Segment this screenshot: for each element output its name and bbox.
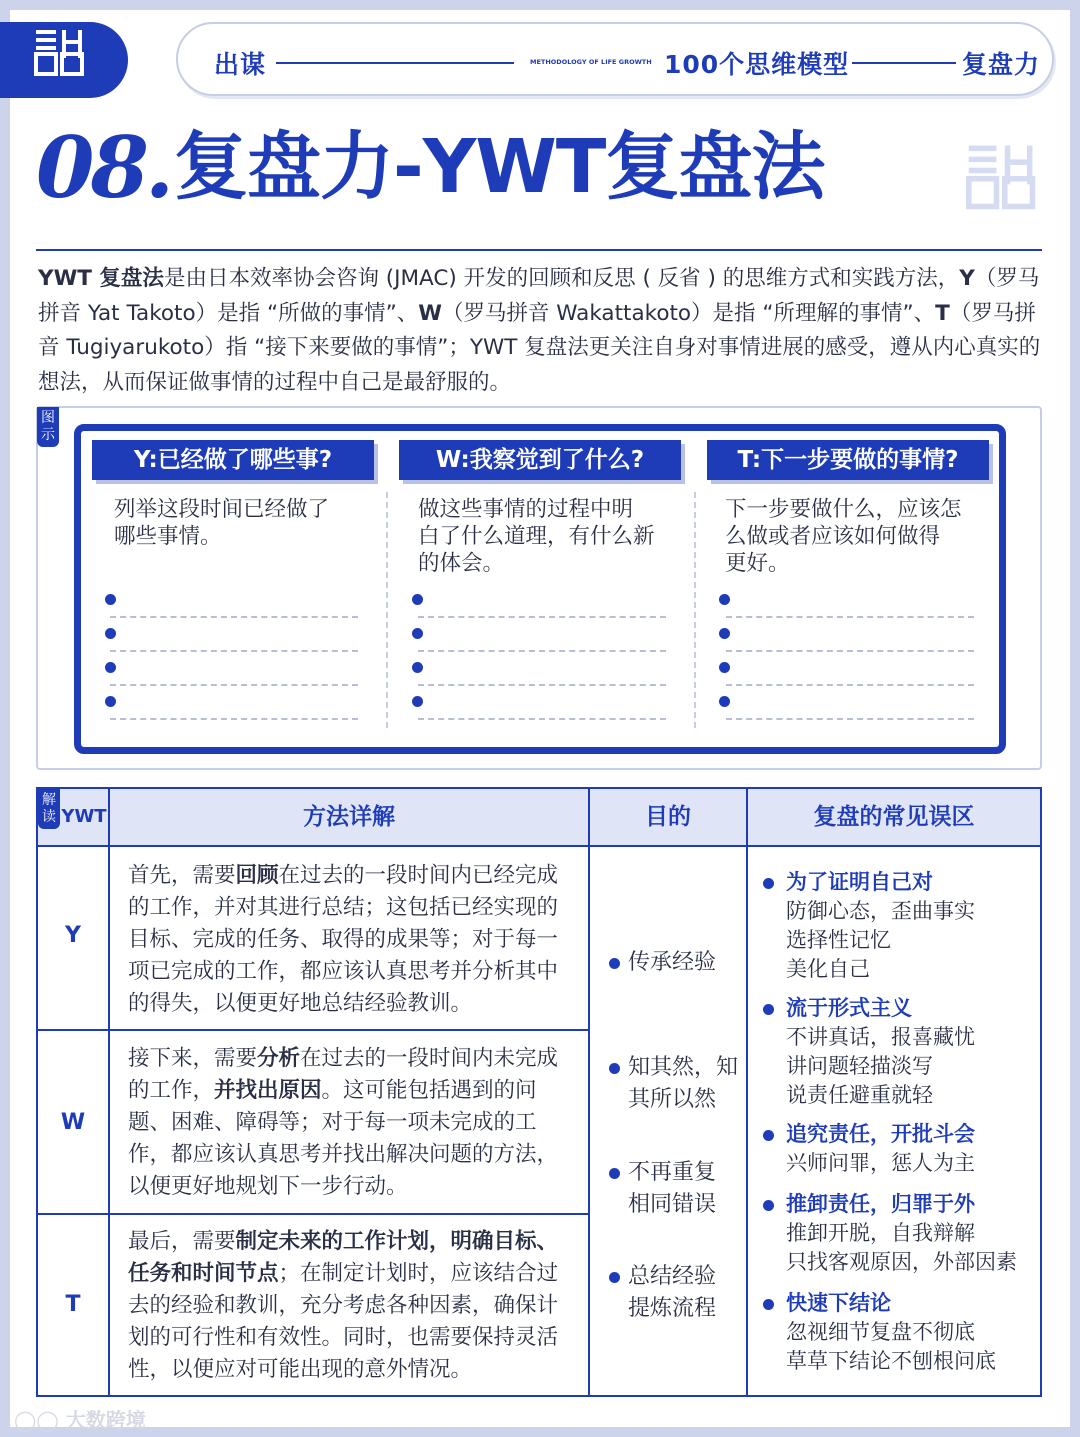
title-rule <box>36 249 1042 251</box>
writing-line <box>110 718 358 720</box>
purpose-bullet <box>609 1272 620 1283</box>
intro-text: （罗马拼音 Tugiyarukoto）指 “接下来要做的事情”；YWT 复盘法更关注自身对事情进展的感受，遵从内心真实的想法，从而保证做事情的过程中自己是最舒服的。 <box>38 300 1041 395</box>
intro-letter-y: Y <box>959 266 975 291</box>
mistake-bullet <box>763 1130 774 1141</box>
intro-term: YWT 复盘法 <box>38 266 164 291</box>
brand-mark-icon <box>34 26 86 78</box>
purpose-bullet <box>609 1168 620 1179</box>
footer-watermark <box>14 1404 146 1433</box>
bullet-dot <box>719 696 730 707</box>
figure-tag: 图示 <box>37 407 59 447</box>
column-desc-t <box>725 496 975 577</box>
table-tag: 解读 <box>38 789 60 829</box>
header-series-title: 100个思维模型 <box>664 50 850 79</box>
writing-line <box>726 616 974 618</box>
header-method: 方法详解 <box>303 804 395 830</box>
mistake-group <box>786 1190 1038 1277</box>
intro-letter-t: T <box>935 300 950 326</box>
purpose-bullet <box>609 958 620 969</box>
mistake-title: 快速下结论 <box>786 1291 891 1315</box>
mistake-item: 推卸开脱，自我辩解 <box>786 1221 975 1245</box>
bullet-dot <box>105 628 116 639</box>
bullet-dot <box>412 594 423 605</box>
writing-line <box>110 684 358 686</box>
column-separator <box>386 492 388 728</box>
writing-line <box>726 684 974 686</box>
column-heading-t: T:下一步要做的事情? <box>707 440 989 480</box>
mistake-item: 说责任避重就轻 <box>786 1083 933 1107</box>
bullet-dot <box>105 696 116 707</box>
mistake-item: 选择性记忆 <box>786 928 891 952</box>
method-keyword: 分析 <box>257 1046 301 1071</box>
watermark-logo-icon <box>966 140 1038 212</box>
mistake-group <box>786 1120 1036 1178</box>
title-number: 08. <box>36 118 171 217</box>
purpose-line: 知其然，知 <box>628 1055 739 1080</box>
mistake-item: 讲问题轻描淡写 <box>786 1054 933 1078</box>
method-keyword: 并找出原因 <box>214 1078 322 1103</box>
purpose-line: 不再重复 <box>628 1160 717 1185</box>
writing-line <box>110 616 358 618</box>
mistake-group <box>786 868 1036 984</box>
row-label-y: Y <box>65 923 81 948</box>
header-divider <box>276 62 514 64</box>
method-keyword: 回顾 <box>235 863 279 888</box>
column-heading-y: Y:已经做了哪些事? <box>92 440 374 480</box>
mistake-item: 忽视细节复盘不彻底 <box>786 1320 975 1344</box>
bullet-dot <box>412 662 423 673</box>
column-desc-y <box>114 496 364 550</box>
mistake-item: 美化自己 <box>786 957 870 981</box>
writing-line <box>726 650 974 652</box>
watermark-icon: ◯◯ <box>14 1408 66 1432</box>
header-topic: 复盘力 <box>962 50 1041 79</box>
desc-line: 白了什么道理，有什么新 <box>418 524 655 549</box>
column-separator <box>694 492 696 728</box>
method-text: 接下来，需要 <box>128 1046 258 1071</box>
column-heading-w: W:我察觉到了什么? <box>399 440 681 480</box>
intro-letter-w: W <box>418 300 442 326</box>
table-rule <box>746 789 748 1395</box>
bullet-dot <box>105 662 116 673</box>
method-text: 。这可能包括遇到的问题、困难、障碍等；对于每一项未完成的工作，都应该认真思考并找出解决问题的方法，以便更好地规划下一步行动。 <box>128 1078 559 1199</box>
purpose-line: 总结经验 <box>628 1264 717 1289</box>
header-category: 出谋 <box>214 50 267 79</box>
mistake-item: 草草下结论不刨根问底 <box>786 1349 996 1373</box>
header-ywt: YWT <box>61 806 107 827</box>
desc-line: 的体会。 <box>418 551 505 576</box>
method-text-w <box>128 1043 576 1203</box>
purpose-bullet <box>609 1063 620 1074</box>
desc-line: 做这些事情的过程中明 <box>418 497 634 522</box>
method-text: ；在制定计划时，应该结合过去的经验和教训，充分考虑各种因素，确保计划的可行性和有效性。同时，也需要保持灵活性，以便应对可能出现的意外情况。 <box>128 1261 559 1382</box>
writing-line <box>418 718 666 720</box>
table-rule <box>588 789 590 1395</box>
purpose-line: 提炼流程 <box>628 1296 717 1321</box>
header-mistakes: 复盘的常见误区 <box>813 804 975 830</box>
method-text: 在过去的一段时间内未完成的工作， <box>128 1046 559 1103</box>
purpose-line: 其所以然 <box>628 1087 717 1112</box>
mistake-bullet <box>763 878 774 889</box>
method-keyword: 制定未来的工作计划，明确目标、任务和时间节点 <box>128 1229 559 1286</box>
purpose-line: 相同错误 <box>628 1192 717 1217</box>
purpose-item <box>628 1157 738 1221</box>
column-desc-w <box>418 496 668 577</box>
bullet-dot <box>719 594 730 605</box>
method-text: 最后，需要 <box>128 1229 236 1254</box>
intro-paragraph <box>38 262 1044 400</box>
bullet-dot <box>412 696 423 707</box>
purpose-item <box>628 1261 738 1325</box>
table-rule <box>38 1213 590 1215</box>
desc-line: 哪些事情。 <box>114 524 222 549</box>
table-rule <box>38 845 1040 847</box>
desc-line: 么做或者应该如何做得 <box>725 524 941 549</box>
row-label-w: W <box>60 1110 86 1135</box>
mistake-group <box>786 1289 1036 1376</box>
method-text-y <box>128 860 576 1020</box>
mistake-bullet <box>763 1200 774 1211</box>
writing-line <box>418 684 666 686</box>
method-text-t <box>128 1226 576 1386</box>
desc-line: 更好。 <box>725 551 790 576</box>
mistake-item: 防御心态，歪曲事实 <box>786 899 975 923</box>
method-text: 首先，需要 <box>128 863 236 888</box>
purpose-item <box>628 947 738 979</box>
writing-line <box>110 650 358 652</box>
mistake-item: 兴师问罪，惩人为主 <box>786 1151 975 1175</box>
purpose-item <box>628 1052 738 1116</box>
mistake-item: 不讲真话，报喜藏忧 <box>786 1025 975 1049</box>
bullet-dot <box>719 662 730 673</box>
mistake-group <box>786 994 1036 1110</box>
bullet-dot <box>412 628 423 639</box>
desc-line: 列举这段时间已经做了 <box>114 497 330 522</box>
bullet-dot <box>105 594 116 605</box>
header-purpose: 目的 <box>645 804 691 830</box>
intro-text: （罗马拼音 Wakattakoto）是指 “所理解的事情”、 <box>441 300 936 326</box>
watermark-text: 大数跨境 <box>65 1408 146 1432</box>
mistake-title: 为了证明自己对 <box>786 870 933 894</box>
mistake-title: 流于形式主义 <box>786 996 912 1020</box>
mistake-title: 推卸责任，归罪于外 <box>786 1192 975 1216</box>
page-title: 复盘力-YWT复盘法 <box>174 124 825 210</box>
intro-text: （罗马拼音 Yat Takoto）是指 “所做的事情”、 <box>38 266 1040 326</box>
desc-line: 下一步要做什么，应该怎 <box>725 497 962 522</box>
intro-text: 是由日本效率协会咨询 (JMAC) 开发的回顾和反思 ( 反省 ) 的思维方式和实践方法， <box>163 266 960 291</box>
table-rule <box>38 1029 590 1031</box>
bullet-dot <box>719 628 730 639</box>
method-text: 在过去的一段时间内已经完成的工作，并对其进行总结；这包括已经实现的目标、完成的任务、取得的成果等；对于每一项已完成的工作，都应该认真思考并分析其中的得失，以便更好地总结经验教训。 <box>128 863 559 1016</box>
mistake-item: 只找客观原因，外部因素 <box>786 1250 1017 1274</box>
row-label-t: T <box>65 1292 81 1317</box>
mistake-title: 追究责任，开批斗会 <box>786 1122 975 1146</box>
writing-line <box>726 718 974 720</box>
mistake-bullet <box>763 1004 774 1015</box>
header-divider <box>852 62 956 64</box>
mistake-bullet <box>763 1299 774 1310</box>
table-rule <box>108 789 110 1395</box>
header-series-subtitle: METHODOLOGY OF LIFE GROWTH <box>530 58 652 66</box>
writing-line <box>418 616 666 618</box>
purpose-line: 传承经验 <box>628 950 717 975</box>
writing-line <box>418 650 666 652</box>
